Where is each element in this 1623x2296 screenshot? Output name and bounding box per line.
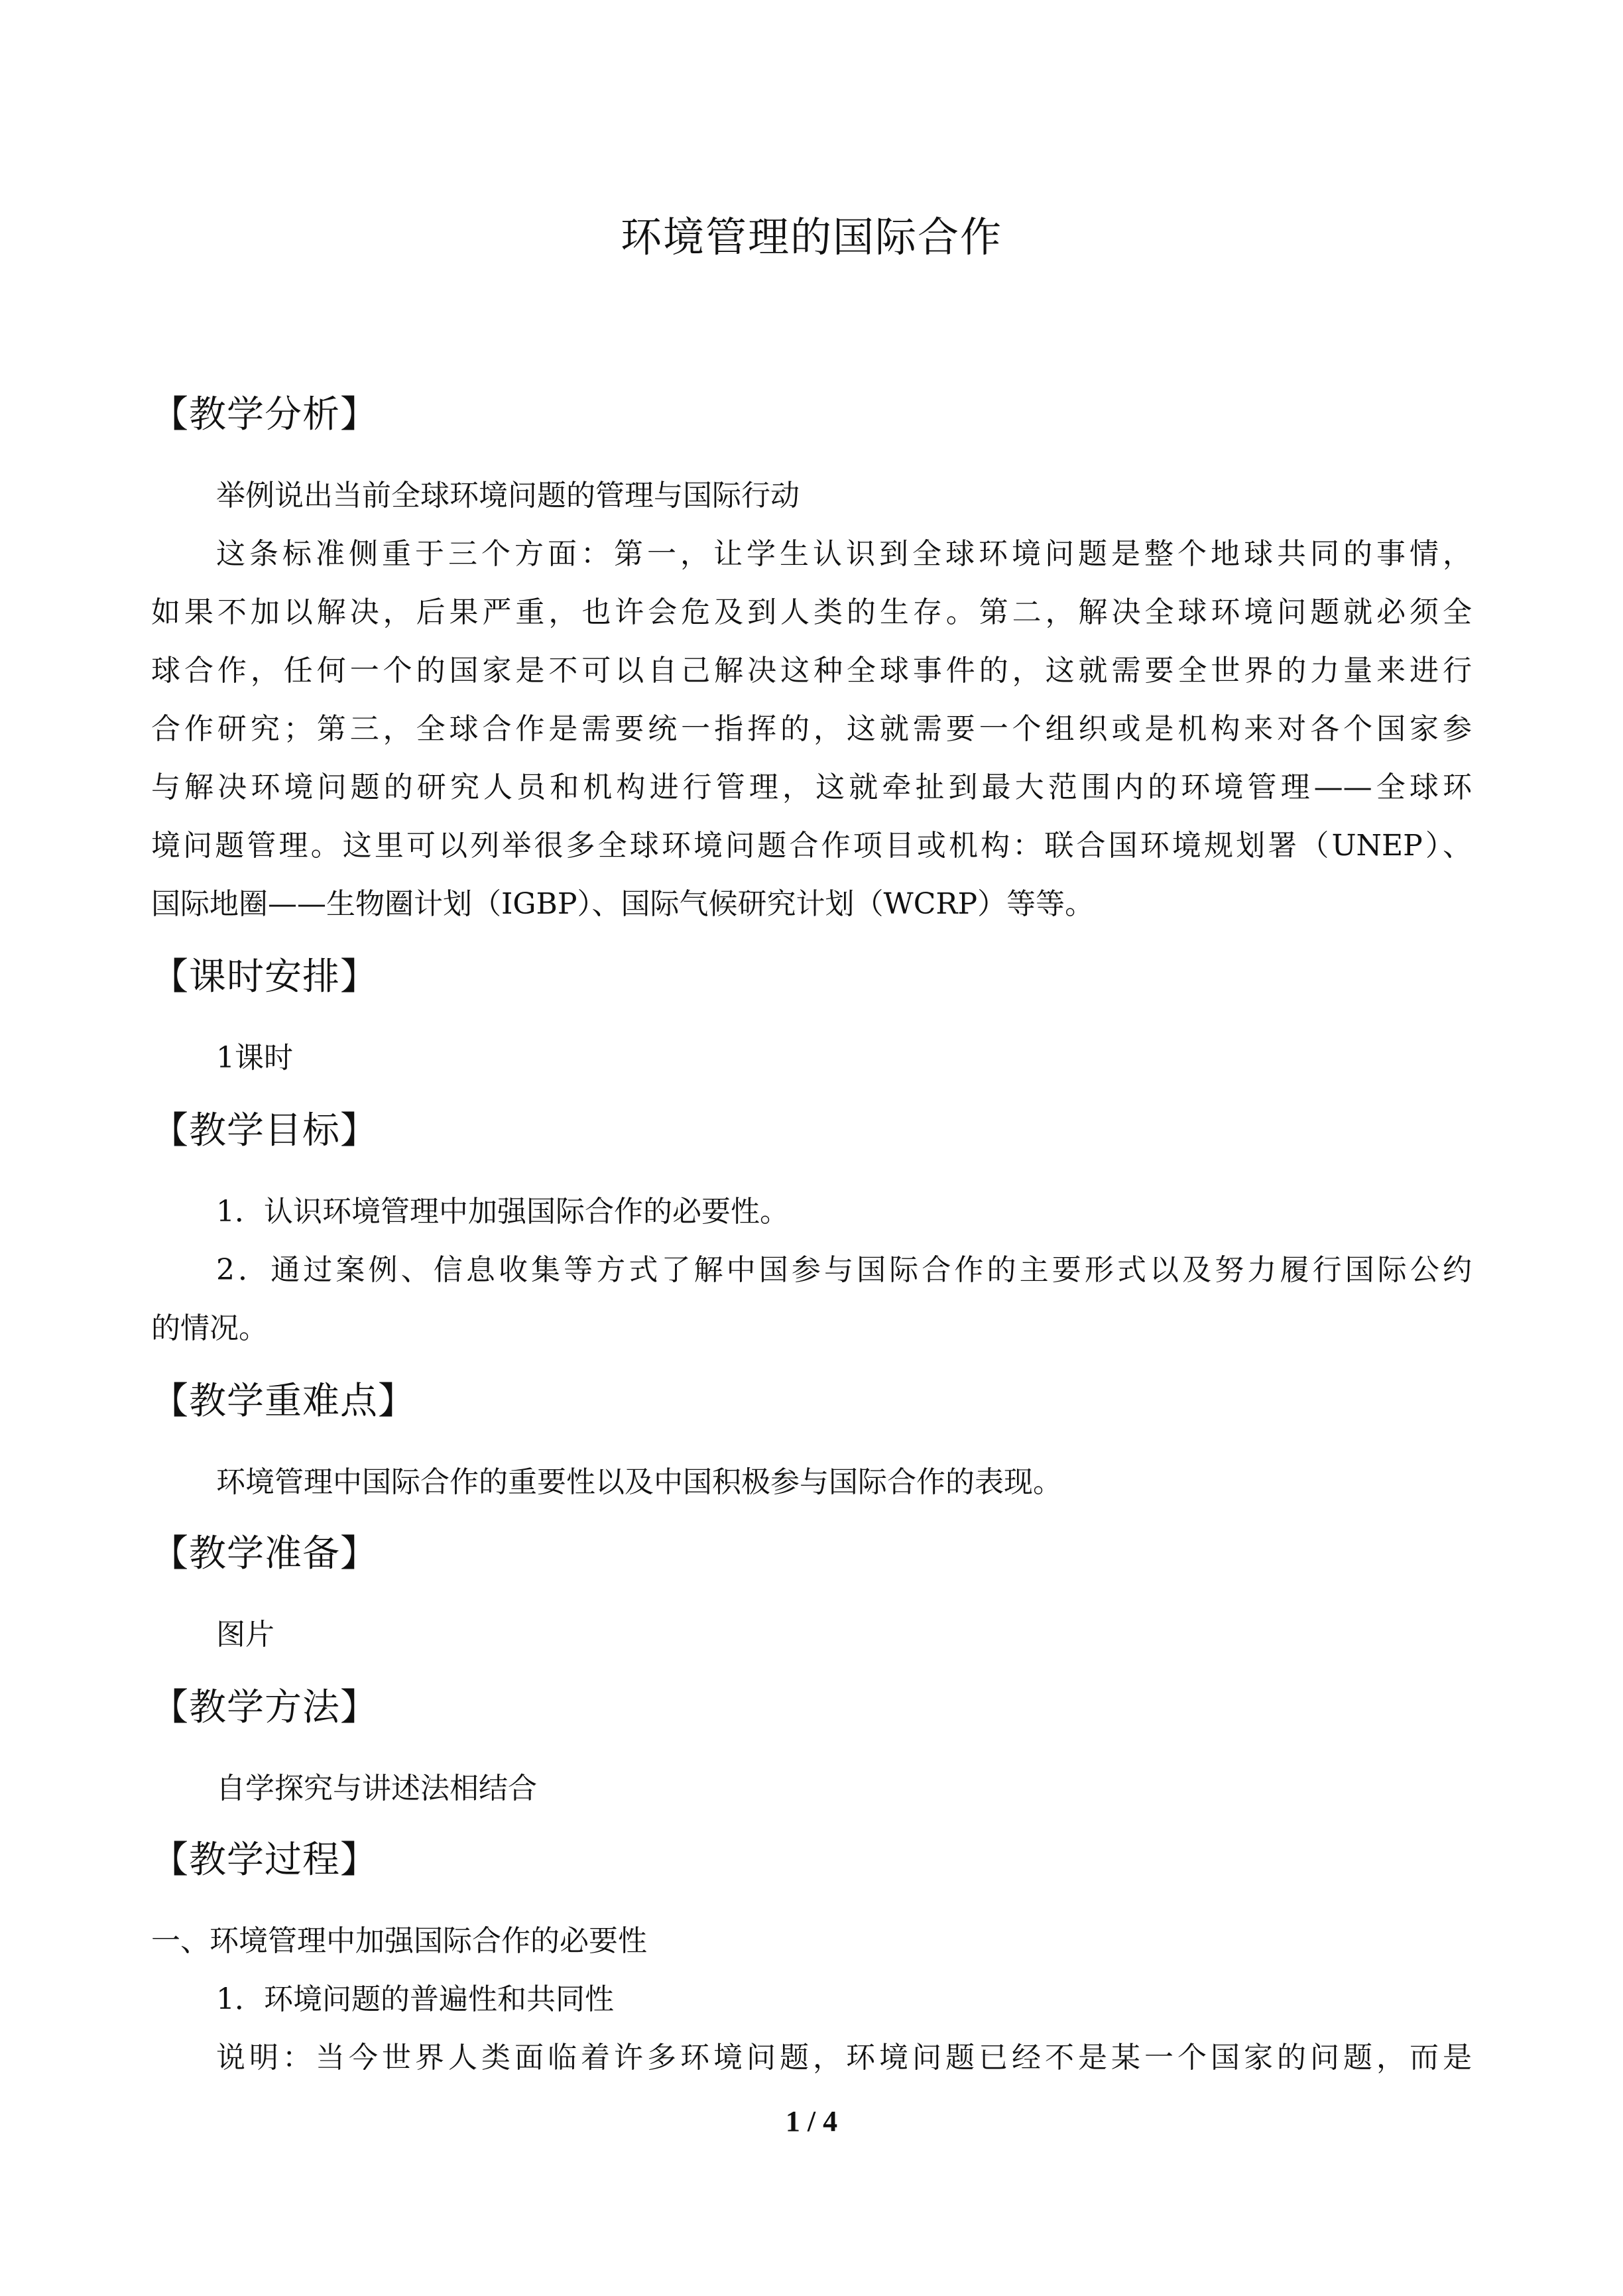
schedule-text: 1课时 [216,1041,293,1075]
heading-process: 【教学过程】 [151,1839,378,1882]
analysis-standard: 举例说出当前全球环境问题的管理与国际行动 [216,479,800,513]
process-sub-1: 1．环境问题的普遍性和共同性 [216,1982,614,2016]
heading-preparation: 【教学准备】 [151,1532,378,1575]
heading-key-points: 【教学重难点】 [151,1380,416,1423]
methods-text: 自学探究与讲述法相结合 [216,1772,537,1805]
analysis-line-3: 球合作，任何一个的国家是不可以自己解决这种全球事件的，这就需要全世界的力量来进行 [151,654,1472,688]
heading-objectives: 【教学目标】 [151,1109,378,1152]
analysis-line-1: 这条标准侧重于三个方面：第一，让学生认识到全球环境问题是整个地球共同的事情， [216,537,1472,571]
analysis-line-6: 境问题管理。这里可以列举很多全球环境问题合作项目或机构：联合国环境规划署（UNEP）、 [151,829,1472,863]
objective-item-2-line-2: 的情况。 [151,1311,268,1345]
analysis-line-4: 合作研究；第三，全球合作是需要统一指挥的，这就需要一个组织或是机构来对各个国家参 [151,712,1472,746]
objective-item-2-line-1: 2．通过案例、信息收集等方式了解中国参与国际合作的主要形式以及努力履行国际公约 [216,1253,1472,1287]
preparation-text: 图片 [216,1618,274,1652]
process-explanation: 说明：当今世界人类面临着许多环境问题，环境问题已经不是某一个国家的问题，而是 [216,2041,1472,2075]
heading-teaching-analysis: 【教学分析】 [151,393,378,436]
heading-schedule: 【课时安排】 [151,955,378,998]
key-points-text: 环境管理中国际合作的重要性以及中国积极参与国际合作的表现。 [216,1465,1062,1499]
analysis-line-2: 如果不加以解决，后果严重，也许会危及到人类的生存。第二，解决全球环境问题就必须全 [151,595,1472,629]
objective-item-1: 1．认识环境管理中加强国际合作的必要性。 [216,1195,789,1229]
page-number: 1 / 4 [785,2105,838,2138]
document-title: 环境管理的国际合作 [620,213,1002,261]
analysis-line-7: 国际地圈——生物圈计划（IGBP）、国际气候研究计划（WCRP）等等。 [151,887,1095,921]
process-part-1: 一、环境管理中加强国际合作的必要性 [151,1924,647,1958]
analysis-line-5: 与解决环境问题的研究人员和机构进行管理，这就牵扯到最大范围内的环境管理——全球环 [151,770,1472,804]
heading-methods: 【教学方法】 [151,1686,378,1729]
